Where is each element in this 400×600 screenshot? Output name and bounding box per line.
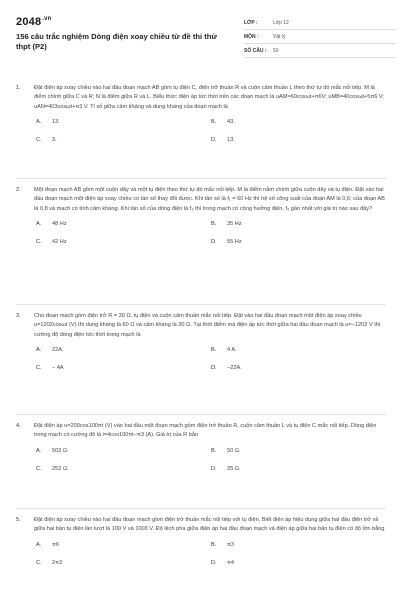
answer-text: π6: [52, 541, 59, 548]
meta-label: MÔN :: [244, 33, 259, 40]
header: [16, 10, 388, 70]
answer-d[interactable]: [211, 560, 234, 566]
answer-letter: A.: [36, 447, 42, 454]
question-number: 2.: [16, 187, 21, 193]
answer-text: π3: [227, 541, 234, 548]
answer-letter: A.: [36, 119, 42, 126]
page-title: 156 câu trắc nghiệm Dòng điện xoay chiều từ đề thi thử thpt (P2): [16, 32, 217, 51]
answer-text: − 4A: [52, 365, 64, 372]
question-header: [16, 422, 386, 441]
answer-text: 2π3: [52, 559, 63, 566]
answer-text: 50 Ω.: [227, 447, 241, 454]
question-number: 3.: [16, 313, 21, 319]
answer-letter: C.: [36, 137, 42, 144]
answer-text: 22A.: [52, 347, 64, 354]
question-text: Đặt điện áp xoay chiều vào hai đầu đoạn mạch AB gồm tụ điện C, điện trở thuần R và cuộn cảm thuần L theo thứ tự đó mắc nối tiếp. M là điểm chính giữa C và R; N là điểm giữa R và L. Biểu thức điện áp tức thời trên các đoạn mạch là uAM=60cosωt+π6V; uMB=40cosωt+5π6 V; uAN=403cosωt+π3 V. Tỉ số giữa cảm kháng và dung kháng của đoạn mạch là: [34, 85, 384, 110]
answer-d[interactable]: [211, 239, 242, 245]
question-4: [16, 422, 386, 478]
answer-letter: C.: [36, 239, 42, 246]
answer-text: 35 Hz: [227, 221, 242, 228]
question-number: 4.: [16, 423, 21, 429]
answer-c[interactable]: [36, 137, 57, 143]
answer-list: [16, 119, 386, 149]
meta-value: Lớp 12: [273, 19, 289, 26]
answer-letter: B.: [211, 221, 217, 228]
answer-b[interactable]: [211, 542, 234, 548]
answer-text: 502 Ω.: [52, 447, 69, 454]
question-3: [16, 312, 386, 377]
meta-row-subject: [244, 30, 396, 44]
answer-list: [16, 347, 386, 377]
answer-text: 13.: [227, 137, 235, 144]
answer-list: [16, 542, 386, 572]
question-2: [16, 186, 386, 251]
question-header: [16, 516, 386, 535]
answer-b[interactable]: [211, 119, 235, 125]
question-header: [16, 84, 386, 112]
answer-letter: D.: [211, 559, 217, 566]
question-divider: [16, 304, 386, 305]
answer-text: 13.: [52, 119, 60, 126]
meta-value: Vật lý: [273, 33, 286, 40]
question-5: [16, 516, 386, 572]
answer-list: [16, 221, 386, 251]
answer-text: 55 Hz: [227, 239, 242, 246]
question-text: Đặt điện áp xoay chiều vào hai đầu đoạn mạch gồm điện trở thuần mắc nối tiếp với tụ điện. Biết điện áp hiệu dụng giữa hai đầu điện trở và giữa hai bản tụ điện lần lượt là 100 V và 1003 V. Độ lệch pha giữa điện áp hai đầu đoạn mạch và điện áp giữa hai bản tụ điện có độ lớn bằng: [34, 517, 385, 533]
answer-letter: C.: [36, 465, 42, 472]
meta-row-class: [244, 16, 396, 30]
answer-text: π4: [227, 559, 234, 566]
answer-text: 4 A.: [227, 347, 237, 354]
answer-text: 43.: [227, 119, 235, 126]
answer-d[interactable]: [211, 466, 241, 472]
answer-a[interactable]: [36, 448, 69, 454]
answer-a[interactable]: [36, 347, 64, 353]
answer-list: [16, 448, 386, 478]
question-text: Đặt điện áp u=200cos100πt (V) vào hai đầu một đoạn mạch gồm điện trở thuần R, cuộn cảm thuần L và tụ điện C mắc nối tiếp. Dòng điện trong mạch có cường độ là i=4cos100πt−π3 (A). Giá trị của R bằn: [34, 423, 377, 439]
logo-text: 2048: [16, 16, 42, 28]
answer-c[interactable]: [36, 560, 62, 566]
answer-letter: B.: [211, 541, 217, 548]
answer-letter: B.: [211, 119, 217, 126]
question-number: 1.: [16, 85, 21, 91]
answer-letter: D.: [211, 465, 217, 472]
answer-c[interactable]: [36, 365, 64, 371]
answer-letter: A.: [36, 221, 42, 228]
logo-suffix: .vn: [42, 16, 52, 22]
answer-text: 252 Ω.: [52, 465, 69, 472]
site-logo[interactable]: [16, 16, 52, 28]
answer-letter: C.: [36, 365, 42, 372]
answer-text: −22A.: [227, 365, 242, 372]
answer-text: 48 Hz: [52, 221, 67, 228]
meta-label: SỐ CÂU :: [244, 47, 267, 54]
answer-b[interactable]: [211, 347, 237, 353]
meta-table: [244, 16, 396, 58]
question-header: [16, 186, 386, 214]
answer-letter: D.: [211, 239, 217, 246]
meta-label: LỚP :: [244, 19, 258, 26]
answer-text: 42 Hz: [52, 239, 67, 246]
question-text: Cho đoạn mạch gồm điện trở R = 30 Ω, tụ điện và cuộn cảm thuần mắc nối tiếp. Đặt vào hai đầu đoạn mạch một điện áp xoay chiều u=1202cosωt (V) thì dung kháng là 60 Ω và cảm kháng là 30 Ω. Tại thời điểm mà điện áp tức thời giữa hai đầu đoạn mạch là u=−1202 V thì cường độ dòng điện tức thời trong mạch là: [34, 313, 381, 338]
answer-a[interactable]: [36, 542, 59, 548]
question-divider: [16, 414, 386, 415]
answer-letter: D.: [211, 365, 217, 372]
question-divider: [16, 178, 386, 179]
answer-text: 25 Ω.: [227, 465, 241, 472]
meta-value: 50: [273, 47, 279, 54]
answer-a[interactable]: [36, 221, 67, 227]
answer-letter: C.: [36, 559, 42, 566]
answer-c[interactable]: [36, 466, 69, 472]
answer-d[interactable]: [211, 365, 242, 371]
answer-letter: D.: [211, 137, 217, 144]
answer-letter: B.: [211, 447, 217, 454]
answer-text: 3.: [52, 137, 57, 144]
answer-c[interactable]: [36, 239, 67, 245]
answer-b[interactable]: [211, 448, 241, 454]
question-number: 5.: [16, 517, 21, 523]
question-text: Một đoạn mạch AB gồm một cuộn dây và một tụ điện theo thứ tự đó mắc nối tiếp. M là điểm nằm chính giữa cuộn dây và tụ điện. Đặt vào hai đầu đoạn mạch một điện áp xoay chiều có tần số thay đổi được. Khi tần số là f₁ = 60 Hz thì hệ số công suất của đoạn AM là 0,6; của đoạn AB là 0,8 và mạch có tính cảm kháng. Khi tần số của dòng điện là f₂ thì trong mạch có cộng hưởng điện, f₂ gần nhất với giá trị nào sau đây?: [34, 187, 385, 212]
answer-letter: A.: [36, 541, 42, 548]
answer-letter: A.: [36, 347, 42, 354]
answer-letter: B.: [211, 347, 217, 354]
question-header: [16, 312, 386, 340]
answer-a[interactable]: [36, 119, 60, 125]
answer-b[interactable]: [211, 221, 242, 227]
answer-d[interactable]: [211, 137, 235, 143]
meta-row-count: [244, 44, 396, 58]
question-1: [16, 84, 386, 149]
question-divider: [16, 508, 386, 509]
